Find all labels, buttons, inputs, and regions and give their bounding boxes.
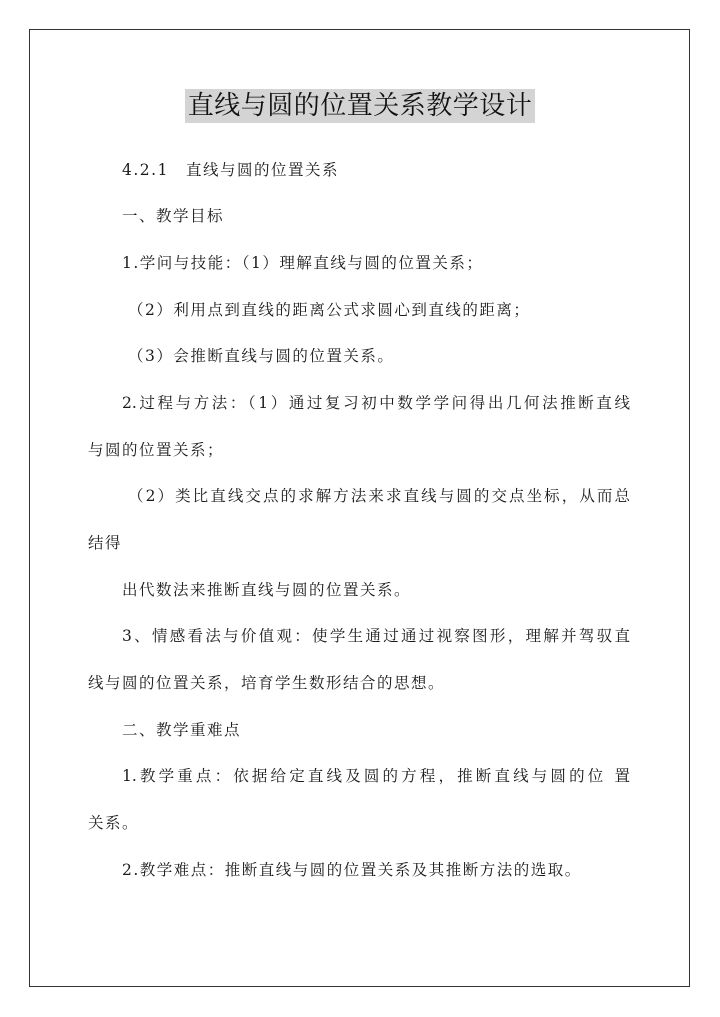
part1-heading: 一、教学目标 xyxy=(122,207,225,225)
goal1-item2: （2）利用点到直线的距离公式求圆心到直线的距离； xyxy=(128,301,531,319)
part2-heading: 二、教学重难点 xyxy=(122,721,242,739)
goal1-item3: （3）会推断直线与圆的位置关系。 xyxy=(128,347,395,365)
goal3-paragraph-line2: 线与圆的位置关系，培育学生数形结合的思想。 xyxy=(88,674,446,692)
goal1-paragraph: 1.学问与技能：（1）理解直线与圆的位置关系； xyxy=(122,254,484,272)
goal2-item2-line1: （2）类比直线交点的求解方法来求直线与圆的交点坐标，从而总 xyxy=(128,487,630,505)
document-title: 直线与圆的位置关系教学设计 xyxy=(185,89,536,123)
title-container xyxy=(0,89,720,123)
goal3-paragraph-line1: 3、情感看法与价值观：使学生通过通过视察图形，理解并驾驭直 xyxy=(122,627,630,645)
goal2-item2-line2: 结得 xyxy=(88,534,123,552)
key-point-line2: 关系。 xyxy=(88,814,140,832)
difficulty-paragraph: 2.教学难点：推断直线与圆的位置关系及其推断方法的选取。 xyxy=(122,861,582,879)
section-heading: 4.2.1 直线与圆的位置关系 xyxy=(122,161,339,179)
key-point-line1: 1.教学重点：依据给定直线及圆的方程，推断直线与圆的位 置 xyxy=(122,767,630,785)
goal2-paragraph-line2: 与圆的位置关系； xyxy=(88,441,225,459)
goal2-paragraph-line1: 2.过程与方法：（1）通过复习初中数学学问得出几何法推断直线 xyxy=(122,394,630,412)
goal2-item2-line3: 出代数法来推断直线与圆的位置关系。 xyxy=(122,581,412,599)
